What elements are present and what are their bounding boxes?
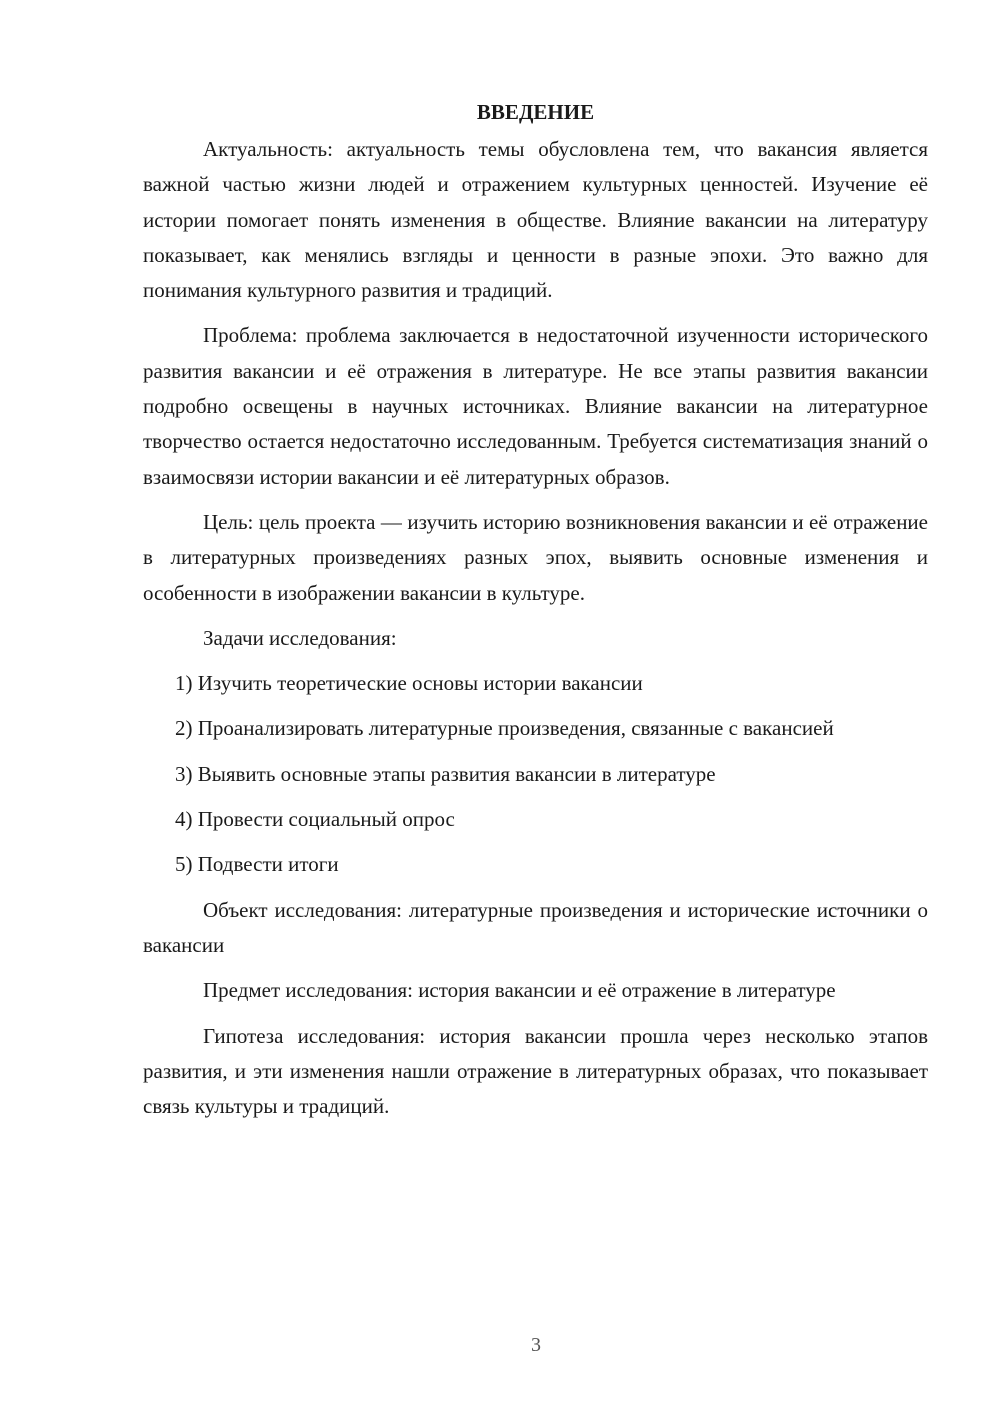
- goal-paragraph: Цель: цель проекта — изучить историю возникновения вакансии и её отражение в литературных произведениях разных эпох, выявить основные изменения и особенности в изображении вакансии в культуре.: [143, 509, 928, 605]
- page-title: ВВЕДЕНИЕ: [476, 100, 595, 124]
- document-body: [143, 95, 928, 1134]
- task-item: 4) Провести социальный опрос: [175, 807, 455, 832]
- tasks-heading: Задачи исследования:: [203, 625, 397, 650]
- object-paragraph: Объект исследования: литературные произведения и исторические источники о вакансии: [143, 897, 928, 957]
- hypothesis-paragraph: Гипотеза исследования: история вакансии прошла через несколько этапов развития, и эти изменения нашли отражение в литературных образах, что показывает связь культуры и традиций.: [143, 1023, 928, 1119]
- page-number: 3: [531, 1334, 541, 1356]
- problem-paragraph: Проблема: проблема заключается в недостаточной изученности исторического развития вакансии и её отражения в литературе. Не все этапы развития вакансии подробно освещены в научных источниках. Влияние вакансии на литературное творчество остается недостаточно исследованным. Требуется систематизация знаний о взаимосвязи истории вакансии и её литературных образов.: [143, 323, 928, 489]
- relevance-paragraph: Актуальность: актуальность темы обусловлена тем, что вакансия является важной частью жизни людей и отражением культурных ценностей. Изучение её истории помогает понять изменения в обществе. Влияние вакансии на литературу показывает, как менялись взгляды и ценности в разные эпохи. Это важно для понимания культурного развития и традиций.: [143, 137, 928, 303]
- task-item: 1) Изучить теоретические основы истории вакансии: [175, 671, 643, 696]
- task-item: 2) Проанализировать литературные произведения, связанные с вакансией: [175, 716, 834, 741]
- task-item: 5) Подвести итоги: [175, 852, 339, 877]
- subject-paragraph: Предмет исследования: история вакансии и её отражение в литературе: [203, 978, 836, 1003]
- task-item: 3) Выявить основные этапы развития вакансии в литературе: [175, 761, 716, 786]
